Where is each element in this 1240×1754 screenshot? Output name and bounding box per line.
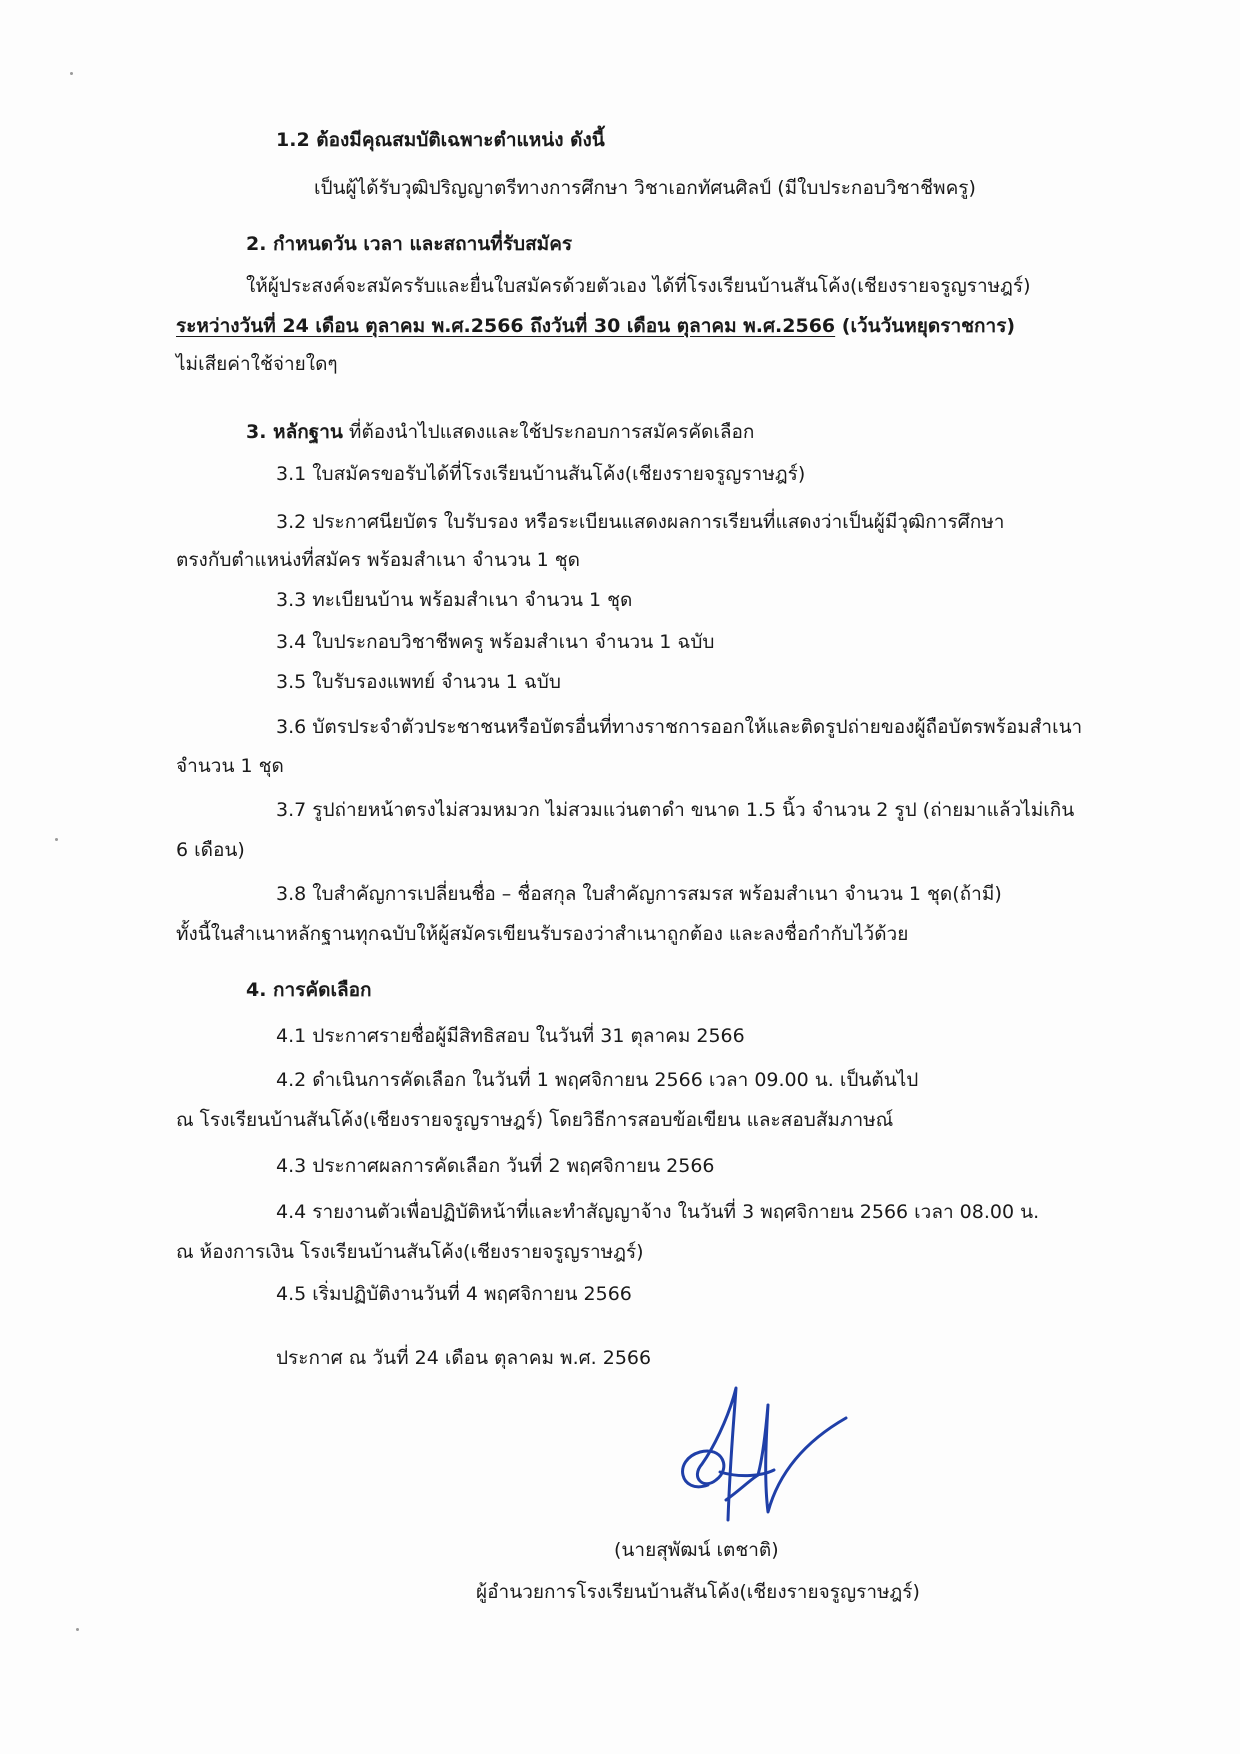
section-2-period-line: [176, 312, 1015, 340]
signatory-position: ผู้อำนวยการโรงเรียนบ้านสันโค้ง(เชียงรายจรูญราษฎร์): [476, 1581, 920, 1603]
section-2-line3: ไม่เสียค่าใช้จ่ายใดๆ: [176, 353, 338, 375]
section-4-heading: 4. การคัดเลือก: [246, 979, 372, 1001]
item-3-7-line1: 3.7 รูปถ่ายหน้าตรงไม่สวมหมวก ไม่สวมแว่นตาดำ ขนาด 1.5 นิ้ว จำนวน 2 รูป (ถ่ายมาแล้วไม่เกิน: [276, 799, 1075, 821]
item-3-6-line2: จำนวน 1 ชุด: [176, 755, 284, 777]
section-1-2-heading: 1.2 ต้องมีคุณสมบัติเฉพาะตำแหน่ง ดังนี้: [276, 129, 605, 151]
scan-speck: [76, 1628, 79, 1631]
item-3-6-line1: 3.6 บัตรประจำตัวประชาชนหรือบัตรอื่นที่ทางราชการออกให้และติดรูปถ่ายของผู้ถือบัตรพร้อมสำเนา: [276, 716, 1083, 738]
item-4-2-line1: 4.2 ดำเนินการคัดเลือก ในวันที่ 1 พฤศจิกายน 2566 เวลา 09.00 น. เป็นต้นไป: [276, 1069, 919, 1091]
item-4-4-line1: 4.4 รายงานตัวเพื่อปฏิบัติหน้าที่และทำสัญญาจ้าง ในวันที่ 3 พฤศจิกายน 2566 เวลา 08.00 น.: [276, 1201, 1040, 1223]
item-3-4: 3.4 ใบประกอบวิชาชีพครู พร้อมสำเนา จำนวน 1 ฉบับ: [276, 631, 715, 653]
item-4-4-line2: ณ ห้องการเงิน โรงเรียนบ้านสันโค้ง(เชียงรายจรูญราษฎร์): [176, 1241, 644, 1263]
application-period-note: (เว้นวันหยุดราชการ): [841, 315, 1016, 337]
scan-speck: [55, 838, 58, 841]
item-3-8-line2: ทั้งนี้ในสำเนาหลักฐานทุกฉบับให้ผู้สมัครเขียนรับรองว่าสำเนาถูกต้อง และลงชื่อกำกับไว้ด้วย: [176, 923, 909, 945]
section-2-heading: 2. กำหนดวัน เวลา และสถานที่รับสมัคร: [246, 233, 573, 255]
scan-speck: [70, 72, 73, 75]
item-3-8-line1: 3.8 ใบสำคัญการเปลี่ยนชื่อ – ชื่อสกุล ใบสำคัญการสมรส พร้อมสำเนา จำนวน 1 ชุด(ถ้ามี): [276, 883, 1002, 905]
item-3-1: 3.1 ใบสมัครขอรับได้ที่โรงเรียนบ้านสันโค้ง(เชียงรายจรูญราษฎร์): [276, 463, 806, 485]
section-1-2-text: เป็นผู้ได้รับวุฒิปริญญาตรีทางการศึกษา วิชาเอกทัศนศิลป์ (มีใบประกอบวิชาชีพครู): [314, 177, 976, 199]
announcement-date: ประกาศ ณ วันที่ 24 เดือน ตุลาคม พ.ศ. 2566: [276, 1347, 652, 1369]
item-4-2-line2: ณ โรงเรียนบ้านสันโค้ง(เชียงรายจรูญราษฎร์) โดยวิธีการสอบข้อเขียน และสอบสัมภาษณ์: [176, 1109, 894, 1131]
application-period: ระหว่างวันที่ 24 เดือน ตุลาคม พ.ศ.2566 ถึงวันที่ 30 เดือน ตุลาคม พ.ศ.2566: [176, 315, 836, 337]
section-3-heading-bold: 3. หลักฐาน: [246, 421, 343, 443]
signatory-name: (นายสุพัฒน์ เตชาติ): [614, 1539, 779, 1561]
section-3-heading-rest: ที่ต้องนำไปแสดงและใช้ประกอบการสมัครคัดเลือก: [348, 421, 755, 443]
section-2-line1: ให้ผู้ประสงค์จะสมัครรับและยื่นใบสมัครด้วยตัวเอง ได้ที่โรงเรียนบ้านสันโค้ง(เชียงรายจรูญราษฎร์): [246, 275, 1031, 297]
item-3-2-line2: ตรงกับตำแหน่งที่สมัคร พร้อมสำเนา จำนวน 1 ชุด: [176, 549, 581, 571]
item-3-3: 3.3 ทะเบียนบ้าน พร้อมสำเนา จำนวน 1 ชุด: [276, 589, 633, 611]
item-4-3: 4.3 ประกาศผลการคัดเลือก วันที่ 2 พฤศจิกายน 2566: [276, 1155, 715, 1177]
item-4-1: 4.1 ประกาศรายชื่อผู้มีสิทธิสอบ ในวันที่ 31 ตุลาคม 2566: [276, 1025, 745, 1047]
item-3-7-line2: 6 เดือน): [176, 839, 245, 861]
signature-image: [650, 1380, 850, 1535]
item-3-2-line1: 3.2 ประกาศนียบัตร ใบรับรอง หรือระเบียนแสดงผลการเรียนที่แสดงว่าเป็นผู้มีวุฒิการศึกษา: [276, 511, 1005, 533]
item-3-5: 3.5 ใบรับรองแพทย์ จำนวน 1 ฉบับ: [276, 671, 561, 693]
item-4-5: 4.5 เริ่มปฏิบัติงานวันที่ 4 พฤศจิกายน 2566: [276, 1283, 632, 1305]
section-3-heading: [246, 418, 754, 446]
